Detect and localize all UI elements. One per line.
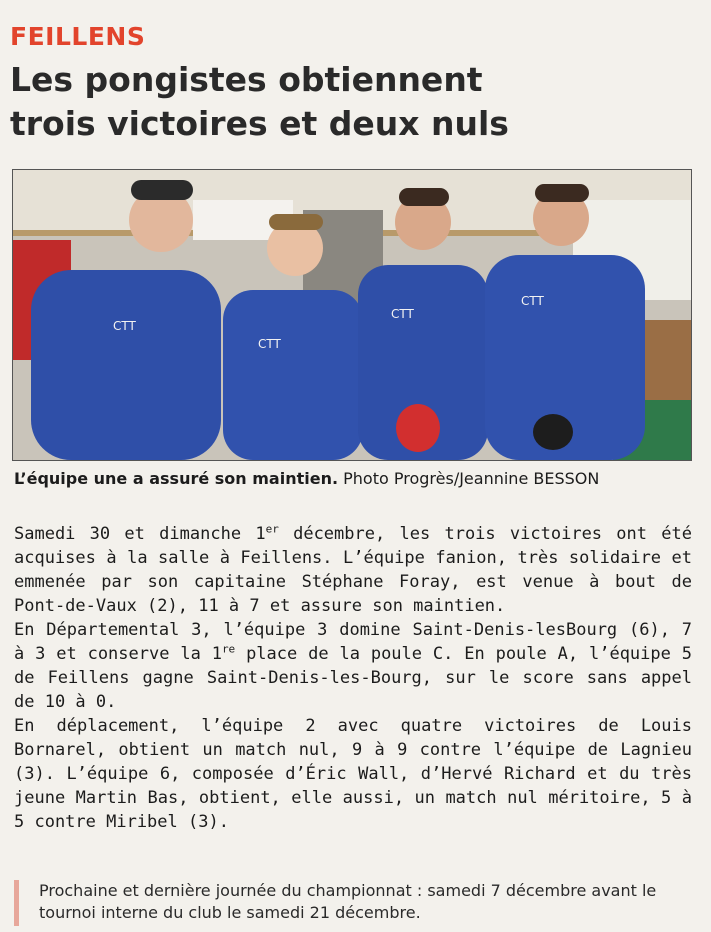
player-4-logo: CTT — [521, 294, 544, 308]
caption-credit: Photo Progrès/Jeannine BESSON — [343, 469, 600, 488]
paragraph-1 — [14, 522, 692, 618]
player-1-logo: CTT — [113, 319, 136, 333]
team-photo-illustration — [13, 170, 691, 460]
paragraph-1-start: Samedi 30 et dimanche 1 — [14, 524, 266, 544]
paragraph-2-start: En Départemental 3, l’équipe 3 domine Saint-Denis-lesBourg (6), 7 à 3 et conserve la 1 — [14, 620, 692, 664]
article-body — [14, 522, 692, 834]
photo-caption — [14, 468, 704, 490]
paragraph-2-rest: place de la poule C. En poule A, l’équipe 5 de Feillens gagne Saint-Denis-les-Bourg, sur le score sans appel de 10 à 0. — [14, 644, 692, 712]
headline-line-2: trois victoires et deux nuls — [10, 104, 509, 143]
footer-note — [14, 880, 699, 926]
paragraph-1-sup: er — [265, 522, 279, 536]
paragraph-2 — [14, 618, 692, 714]
section-kicker: FEILLENS — [10, 22, 146, 51]
headline — [10, 58, 700, 146]
footer-text: Prochaine et dernière journée du championnat : samedi 7 décembre avant le tournoi interne du club le samedi 21 décembre. — [39, 881, 657, 922]
paragraph-2-sup: re — [221, 642, 236, 656]
headline-line-1: Les pongistes obtiennent — [10, 60, 483, 99]
player-3-logo: CTT — [391, 307, 414, 321]
team-photo — [12, 169, 692, 461]
player-2-logo: CTT — [258, 337, 281, 351]
caption-title: L’équipe une a assuré son maintien. — [14, 469, 339, 488]
paragraph-3: En déplacement, l’équipe 2 avec quatre victoires de Louis Bornarel, obtient un match nul, 9 à 9 contre l’équipe de Lagnieu (3). L’équipe 6, composée d’Éric Wall, d’Hervé Richard et du très jeune Martin Bas, obtient, elle aussi, un match nul méritoire, 5 à 5 contre Miribel (3). — [14, 716, 692, 832]
paragraph-1-rest: décembre, les trois victoires ont été acquises à la salle à Feillens. L’équipe fanion, très solidaire et emmenée par son capitaine Stéphane Foray, est venue à bout de Pont-de-Vaux (2), 11 à 7 et assure son maintien. — [14, 524, 692, 616]
